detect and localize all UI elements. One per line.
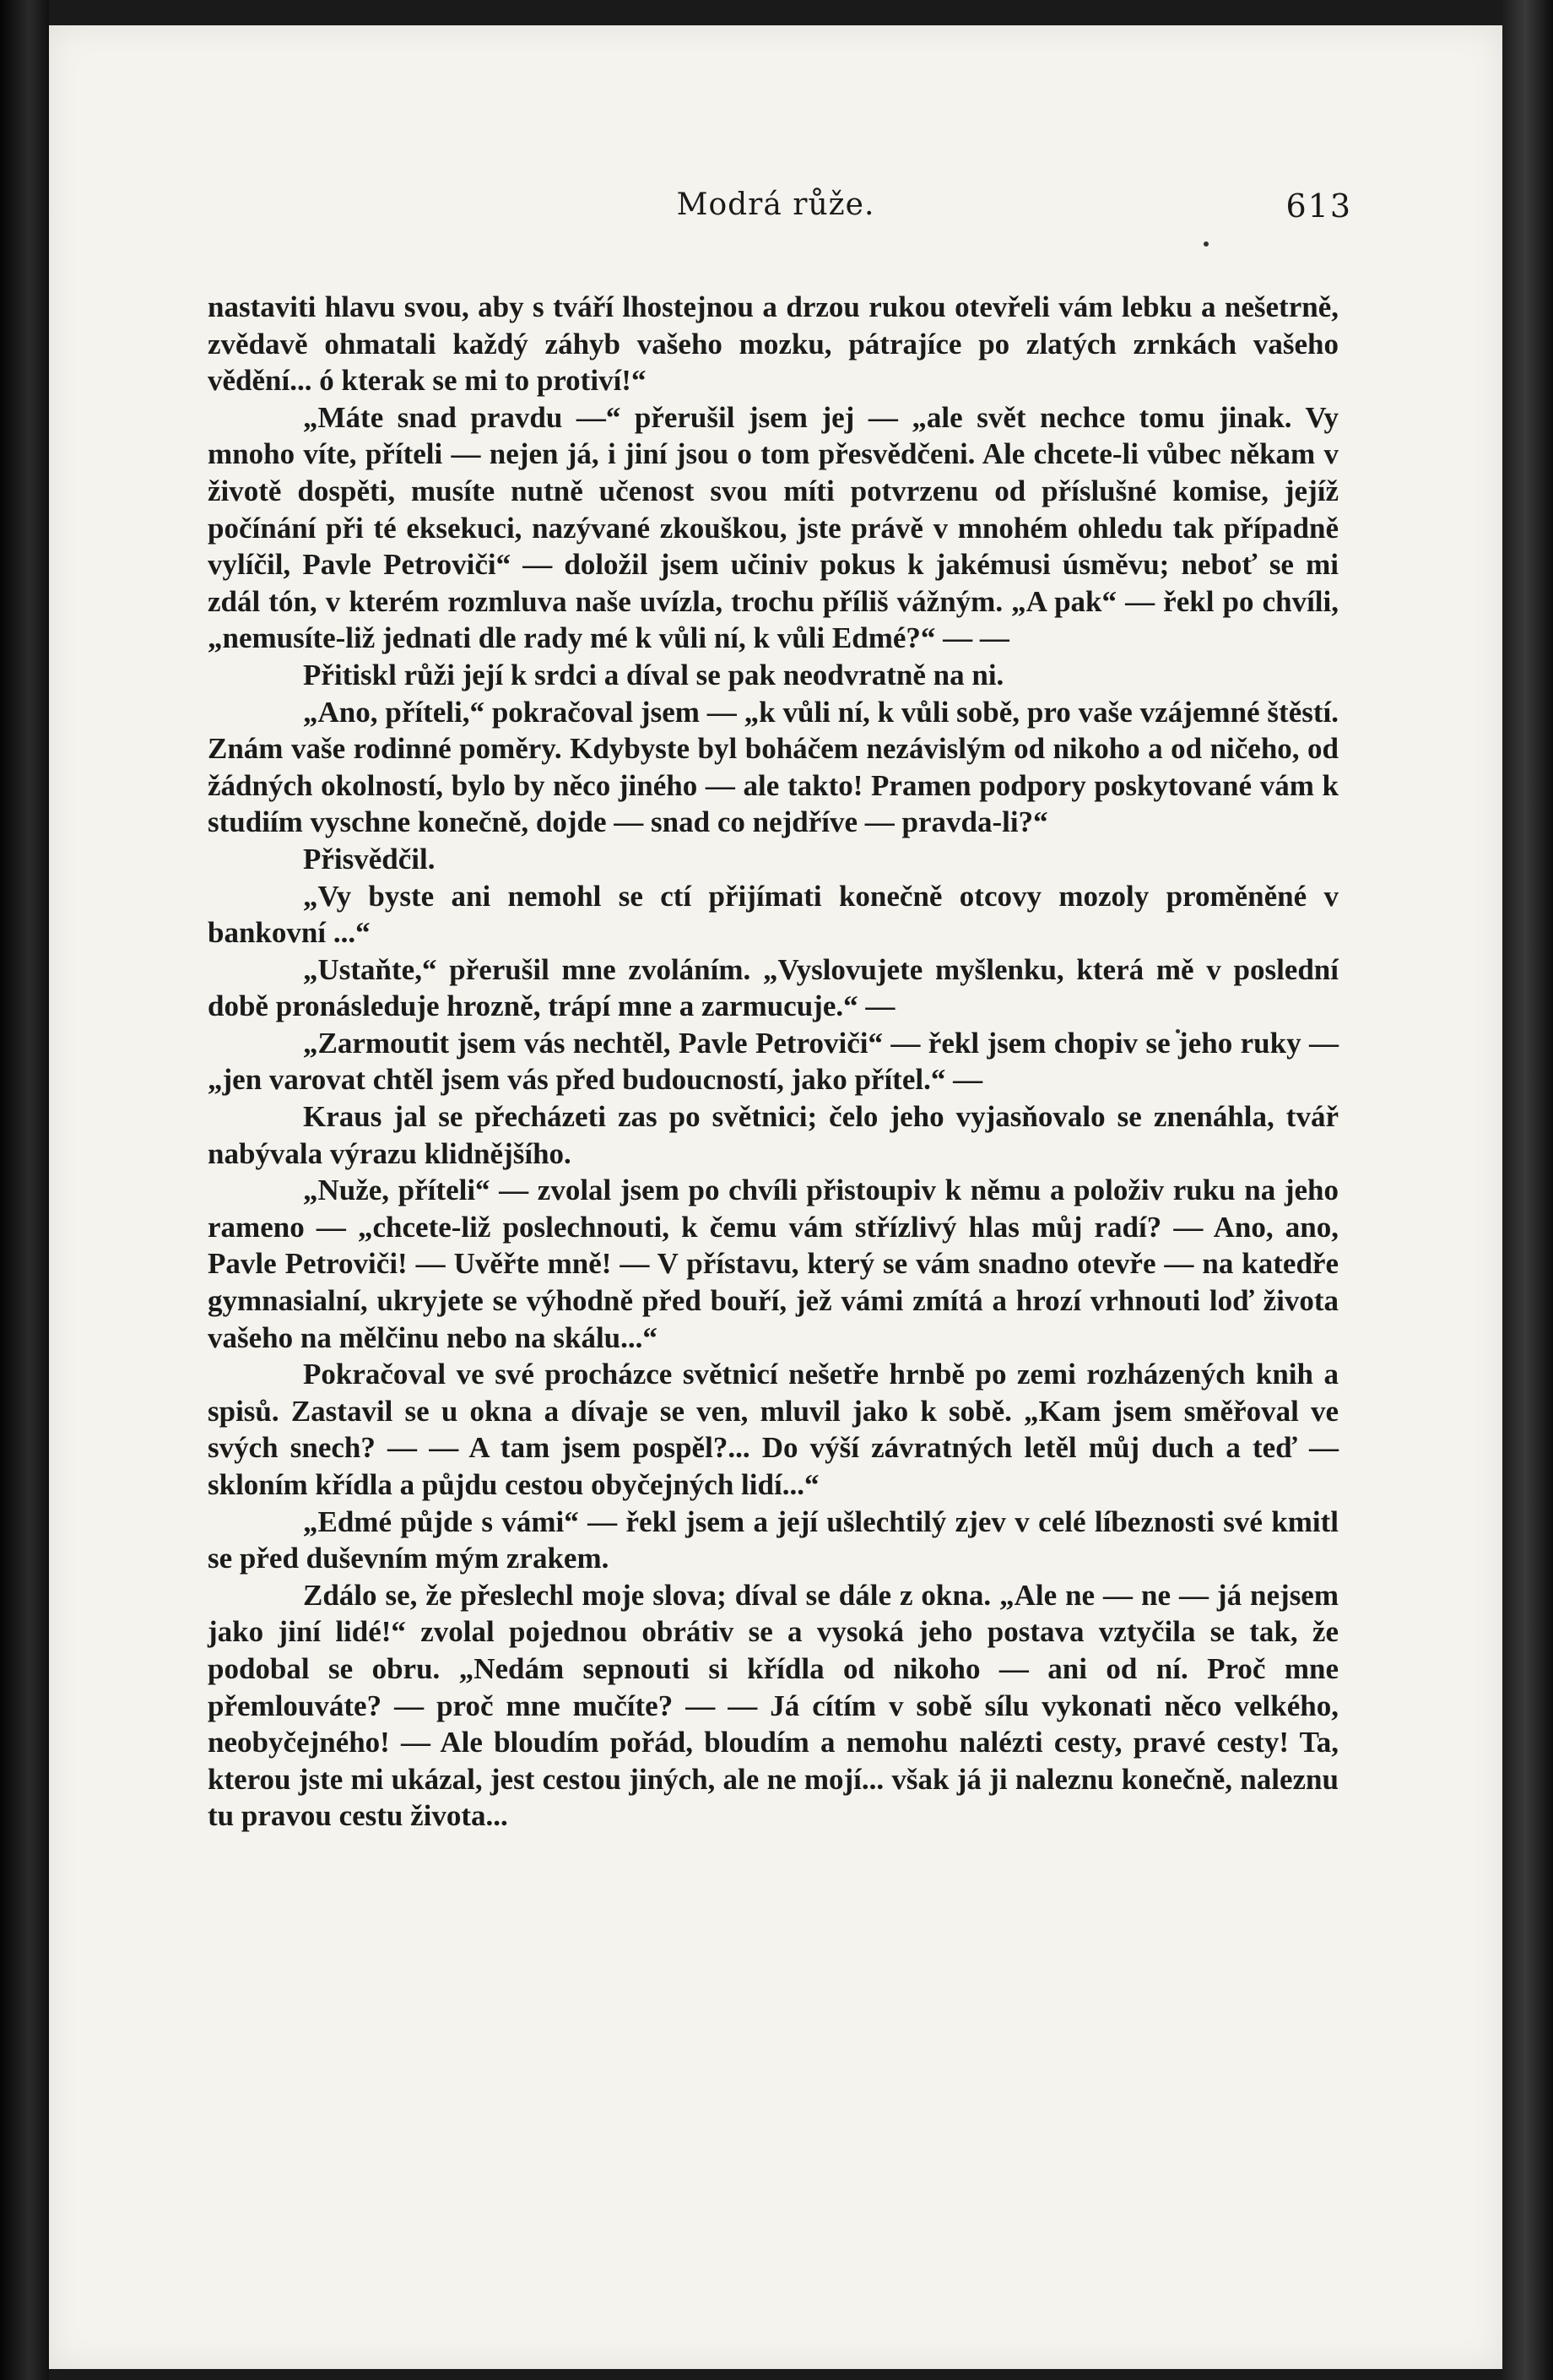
book-binding-left <box>0 0 49 2380</box>
paragraph: „Vy byste ani nemohl se ctí přijímati konečně otcovy mozoly proměněné v bankovní ...“ <box>208 879 1339 950</box>
paragraph: Kraus jal se přecházeti zas po světnici; čelo jeho vyjasňovalo se znenáhla, tvář nabývala výrazu klidnějšího. <box>208 1100 1339 1170</box>
page-number: 613 <box>1285 187 1352 225</box>
paragraph: nastaviti hlavu svou, aby s tváří lhostejnou a drzou rukou otevřeli vám lebku a nešetrně, zvědavě ohmatali každý záhyb vašeho mozku, pátrajíce po zlatých zrnkách vašeho vědění... ó kterak se mi to protiví!“ <box>208 290 1339 398</box>
paragraph: „Edmé půjde s vámi“ — řekl jsem a její ušlechtilý zjev v celé líbeznosti své kmitl se před duševním mým zrakem. <box>208 1504 1339 1575</box>
paragraph: Pokračoval ve své procházce světnicí nešetře hrnbě po zemi rozházených knih a spisů. Zastavil se u okna a dívaje se ven, mluvil jako k sobě. „Kam jsem směřoval ve svých snech? — — A tam jsem pospěl?... Do výší závratných letěl můj duch a teď — skloním křídla a půjdu cestou obyčejných lidí...“ <box>208 1358 1339 1501</box>
paragraph: Zdálo se, že přeslechl moje slova; díval se dále z okna. „Ale ne — ne — já nejsem jako jiní lidé!“ zvolal pojednou obrátiv se a vysoká jeho postava vztyčila se tak, že podobal se obru. „Nedám sepnouti si křídla od nikoho — ani od ní. Proč mne přemlouváte? — proč mne mučíte? — — Já cítím v sobě sílu vykonati něco velkého, neobyčejného! — Ale bloudím pořád, bloudím a nemohu nalézti cesty, pravé cesty! Ta, kterou jste mi ukázal, jest cestou jiných, ale ne mojí... však já ji naleznu konečně, naleznu tu pravou cestu života... <box>208 1578 1339 1833</box>
book-page <box>49 25 1502 2369</box>
paragraph: „Nuže, příteli“ — zvolal jsem po chvíli přistoupiv k němu a položiv ruku na jeho rameno — „chcete-liž poslechnouti, k čemu vám střízlivý hlas můj radí? — Ano, ano, Pavle Petroviči! — Uvěřte mně! — V přístavu, který se vám snadno otevře — na katedře gymnasialní, ukryjete se výhodně před bouří, jež vámi zmítá a hrozí vrhnouti loď života vašeho na mělčinu nebo na skálu...“ <box>208 1174 1339 1354</box>
paragraph: „Ano, příteli,“ pokračoval jsem — „k vůli ní, k vůli sobě, pro vaše vzájemné štěstí. Znám vaše rodinné poměry. Kdybyste byl boháčem nezávislým od nikoho a od ničeho, od žádných okolností, bylo by něco jiného — ale takto! Pramen podpory poskytované vám k studiím vyschne konečně, dojde — snad co nejdříve — pravda-li?“ <box>208 695 1339 839</box>
paragraph: „Máte snad pravdu —“ přerušil jsem jej — „ale svět nechce tomu jinak. Vy mnoho víte, příteli — nejen já, i jiní jsou o tom přesvědčeni. Ale chcete-li vůbec někam v životě dospěti, musíte nutně učenost svou míti potvrzenu od příslušné komise, jejíž počínání při té eksekuci, nazývané zkouškou, jste právě v mnohém ohledu tak případně vylíčil, Pavle Petroviči“ — doložil jsem učiniv pokus k jakémusi úsměvu; neboť se mi zdál tón, v kterém rozmluva naše uvízla, trochu příliš vážným. „A pak“ — řekl po chvíli, „nemusíte-liž jednati dle rady mé k vůli ní, k vůli Edmé?“ — — <box>208 400 1339 655</box>
ink-speck <box>1204 241 1209 247</box>
book-edge-right <box>1502 0 1553 2380</box>
paragraph: Přisvědčil. <box>303 842 436 876</box>
paragraph: „Ustaňte,“ přerušil mne zvoláním. „Vyslovujete myšlenku, která mě v poslední době pronásleduje hrozně, trápí mne a zarmucuje.“ — <box>208 952 1339 1023</box>
body-text <box>208 289 1339 1835</box>
paragraph: „Zarmoutit jsem vás nechtěl, Pavle Petroviči“ — řekl jsem chopiv se jeho ruky — „jen varovat chtěl jsem vás před budoucností, jako přítel.“ — <box>208 1026 1339 1097</box>
running-title: Modrá růže. <box>676 187 875 222</box>
page-header <box>49 187 1502 238</box>
paragraph: Přitiskl růži její k srdci a díval se pak neodvratně na ni. <box>303 658 1004 691</box>
